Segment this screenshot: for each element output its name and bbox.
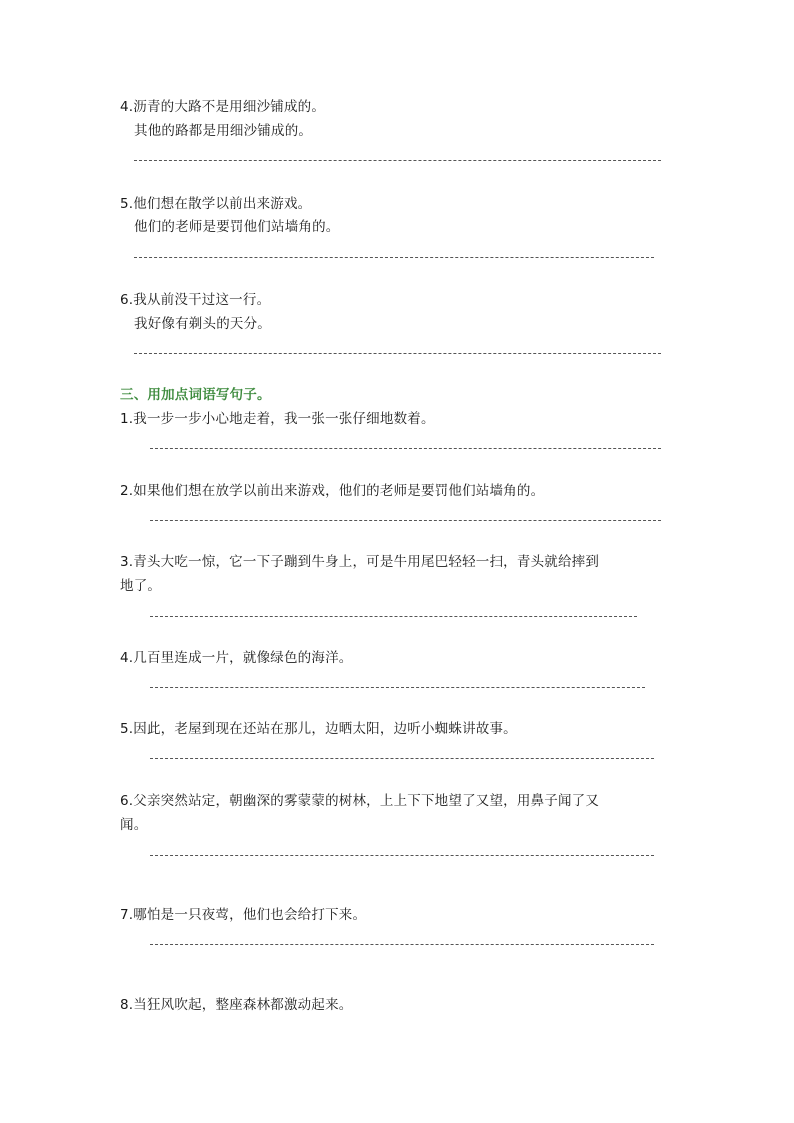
sentence-1: 1.我一步一步小心地走着，我一张一张仔细地数着。 (120, 411, 435, 427)
answer-line (134, 257, 654, 258)
sentence-4: 4.几百里连成一片，就像绿色的海洋。 (120, 650, 353, 666)
answer-line (134, 353, 661, 354)
answer-line (134, 160, 661, 161)
sentence-5: 5.因此，老屋到现在还站在那儿，边晒太阳，边听小蜘蛛讲故事。 (120, 721, 517, 737)
exercise-4-sentence-2: 其他的路都是用细沙铺成的。 (134, 123, 313, 139)
exercise-6-sentence-1: 6.我从前没干过这一行。 (120, 292, 271, 308)
sentence-2: 2.如果他们想在放学以前出来游戏，他们的老师是要罚他们站墙角的。 (120, 483, 545, 499)
exercise-5-sentence-2: 他们的老师是要罚他们站墙角的。 (134, 219, 340, 235)
section-heading: 三、用加点词语写句子。 (120, 387, 271, 403)
answer-line (150, 520, 661, 521)
sentence-6-continued: 闻。 (120, 817, 148, 833)
answer-line (150, 944, 654, 945)
answer-line (150, 448, 661, 449)
answer-line (150, 616, 637, 617)
sentence-6: 6.父亲突然站定，朝幽深的雾蒙蒙的树林，上上下下地望了又望，用鼻子闻了又 (120, 793, 600, 809)
exercise-5-sentence-1: 5.他们想在散学以前出来游戏。 (120, 196, 312, 212)
sentence-3: 3.青头大吃一惊，它一下子蹦到牛身上，可是牛用尾巴轻轻一扫，青头就给摔到 (120, 554, 600, 570)
answer-line (150, 758, 654, 759)
exercise-6-sentence-2: 我好像有剃头的天分。 (134, 316, 271, 332)
exercise-4-sentence-1: 4.沥青的大路不是用细沙铺成的。 (120, 99, 326, 115)
sentence-8: 8.当狂风吹起，整座森林都激动起来。 (120, 997, 353, 1013)
sentence-7: 7.哪怕是一只夜莺，他们也会给打下来。 (120, 907, 367, 923)
answer-line (150, 855, 654, 856)
sentence-3-continued: 地了。 (120, 578, 162, 594)
answer-line (150, 687, 645, 688)
